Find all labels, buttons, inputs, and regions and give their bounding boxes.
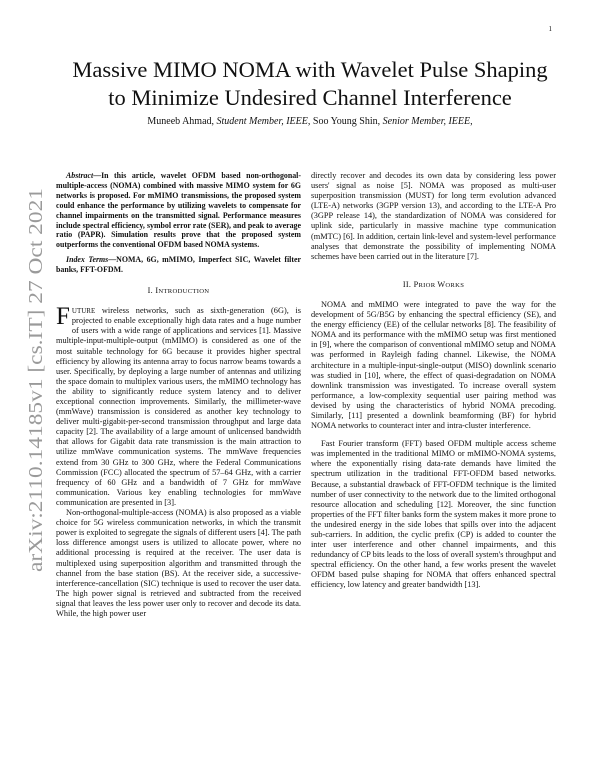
index-terms (56, 255, 301, 275)
abstract (56, 171, 301, 250)
section-heading-introduction: I. INTRODUCTION (147, 286, 210, 296)
prior-works-paragraph-2: Fast Fourier transform (FFT) based OFDM multiple access scheme was implemented in the traditional MIMO or mMIMO-NOMA systems, where the exponentially rising data-rate demands have limited the spectrum utilization in the traditional FFT-OFDM based networks. Because, a substantial drawback of FFT-OFDM technique is the limited number of user connectivity to the network due to the limited orthogonal resource allocation and scheduling [12]. Moreover, the sinc function properties of the FFT filter banks form the system makes it more prone to the undesired energy in the side lobes that spills over into the adjacent sub-carriers. In addition, the cyclic prefix (CP) is added to counter the inter user interference and other channel impairments, and this redundancy of CP bits leads to the loss of overall system's throughput and spectral efficiency. On the other hand, a few works present the wavelet OFDM based pulse shaping for NOMA that offers enhanced spectral efficiency, low latency and greater bandwidth [13]. (311, 439, 556, 590)
right-paragraph-continued: directly recover and decodes its own data by considering less power users' signal as noise [5]. NOMA was proposed as multi-user superposition transmission (MUST) for long term evolution advanced (LTE-A) networks (3GPP version 13), and according to the LTE-A Pro (3GPP release 14), the standardization of NOMA was considered for uplink side, particularly in massive machine type communication (mMTC) [6]. In addition, certain link-level and system-level performance analyses that demonstrate the possibility of implementing NOMA schemes have been carried out in the literature [7]. (311, 171, 556, 261)
author-1-name: Muneeb Ahmad, (147, 116, 215, 127)
paper-title (50, 56, 570, 112)
drop-cap: F (56, 303, 70, 331)
arxiv-stamp (0, 180, 56, 580)
title-line-1: Massive MIMO NOMA with Wavelet Pulse Shaping (72, 57, 548, 82)
title-line-2: to Minimize Undesired Channel Interference (108, 85, 512, 110)
author-1-role: Student Member, IEEE, (216, 116, 311, 127)
right-column (311, 171, 556, 591)
prior-works-paragraph-1: NOMA and mMIMO were integrated to pave the way for the development of 5G/B5G by enhancing the spectral efficiency (SE), and the energy efficiency (EE) of the cellular networks [8]. The feasibility of NOMA and its performance with the mMIMO setup was first mentioned in [9], where the comparison of conventional mMIMO setup and NOMA was performed in Rayleigh fading channel. Likewise, the NOMA architecture in a multiple-input-single-output (MISO) downlink scenario was studied in [10], where, the effect of quasi-degradation on NOMA downlink transmission was investigated. To increase overall system performance, a low-complexity sequential user pairing method was devised by using the characteristics of hybrid NOMA precoding. Similarly, [11] presented a downlink beamforming (BF) for hybrid NOMA networks to counteract inter and intra-cluster interference. (311, 299, 556, 431)
section-heading-prior-works: II. PRIOR WORKS (402, 279, 465, 289)
intro-caps: UTURE (71, 307, 96, 316)
intro-paragraph-1 (56, 303, 301, 508)
arxiv-stamp-text: arXiv:2110.14185v1 [cs.IT] 27 Oct 2021 (26, 252, 47, 572)
index-terms-label: Index Terms (66, 255, 109, 265)
index-terms-text: —NOMA, 6G, mMIMO, Imperfect SIC, Wavelet filter banks, FFT-OFDM. (56, 255, 302, 275)
abstract-label: Abstract (66, 171, 94, 180)
author-line (50, 116, 570, 127)
intro-paragraph-2: Non-orthogonal-multiple-access (NOMA) is also proposed as a viable choice for 5G wireless communication networks, in which the transmit power is exploited to segregate the signals of different users [4]. The path loss difference amongst users is utilized to allocate power, where no additional processing is required at the receiver. The user data is multiplexed using superposition algorithm and transmitted through the channel from the base station (BS). At the receiver side, a successive-interference-cancellation (SIC) technique is used to recover the user data. The high power signal is retrieved and subtracted from the received signal that leaves the less power user only to recover and decode its data. While, the high power user (56, 508, 301, 618)
author-2-role: Senior Member, IEEE, (382, 116, 473, 127)
author-2-name: Soo Young Shin, (312, 116, 381, 127)
page-number: 1 (548, 25, 552, 33)
intro-text-1: wireless networks, such as sixth-generation (6G), is projected to enable exceptionally high data rates and a huge number of users with a wide range of applications and services [1]. Massive multiple-input-multiple-output (mMIMO) is considered as one of the most suitable technology for 6G because it provides higher spectral efficiency by allowing its antenna array to focus narrow beams towards a user. Specifically, by deploying a large number of antennas and utilizing the space domain to multiplex various users, the mMIMO technology has the ability to significantly reduce system latency and to deliver exceptional connection improvements. Similarly, the millimeter-wave (mmWave) transmission is considered as another key technology to deliver multi-gigabit-per-second transmission throughput and large data capacity [2]. The availability of a large amount of unlicensed bandwidth that allows for Gigabit data rate transmission is the main attraction to utilize mmWave communication systems. The mmWave frequencies extend from 30 GHz to 300 GHz, where the Federal Communications Commission (FCC) allocated the spectrum of 57–64 GHz, with a carrier frequency of 60 GHz and a bandwidth of 7 GHz for mmWave communication. Various key enabling technologies for mmWave communication are presented in [3]. (56, 306, 301, 507)
left-column (56, 171, 301, 619)
abstract-text: —In this article, wavelet OFDM based non-orthogonal-multiple-access (NOMA) combined with massive MIMO system for 6G networks is proposed. For mMIMO transmissions, the proposed system could enhance the performance by utilizing wavelets to compensate for channel impairments on the transmitted signal. Performance measures include spectral efficiency, symbol error rate (SER), and peak to average ratio (PAPR). Simulation results prove that the proposed system outperforms the conventional OFDM based NOMA systems. (56, 171, 301, 250)
